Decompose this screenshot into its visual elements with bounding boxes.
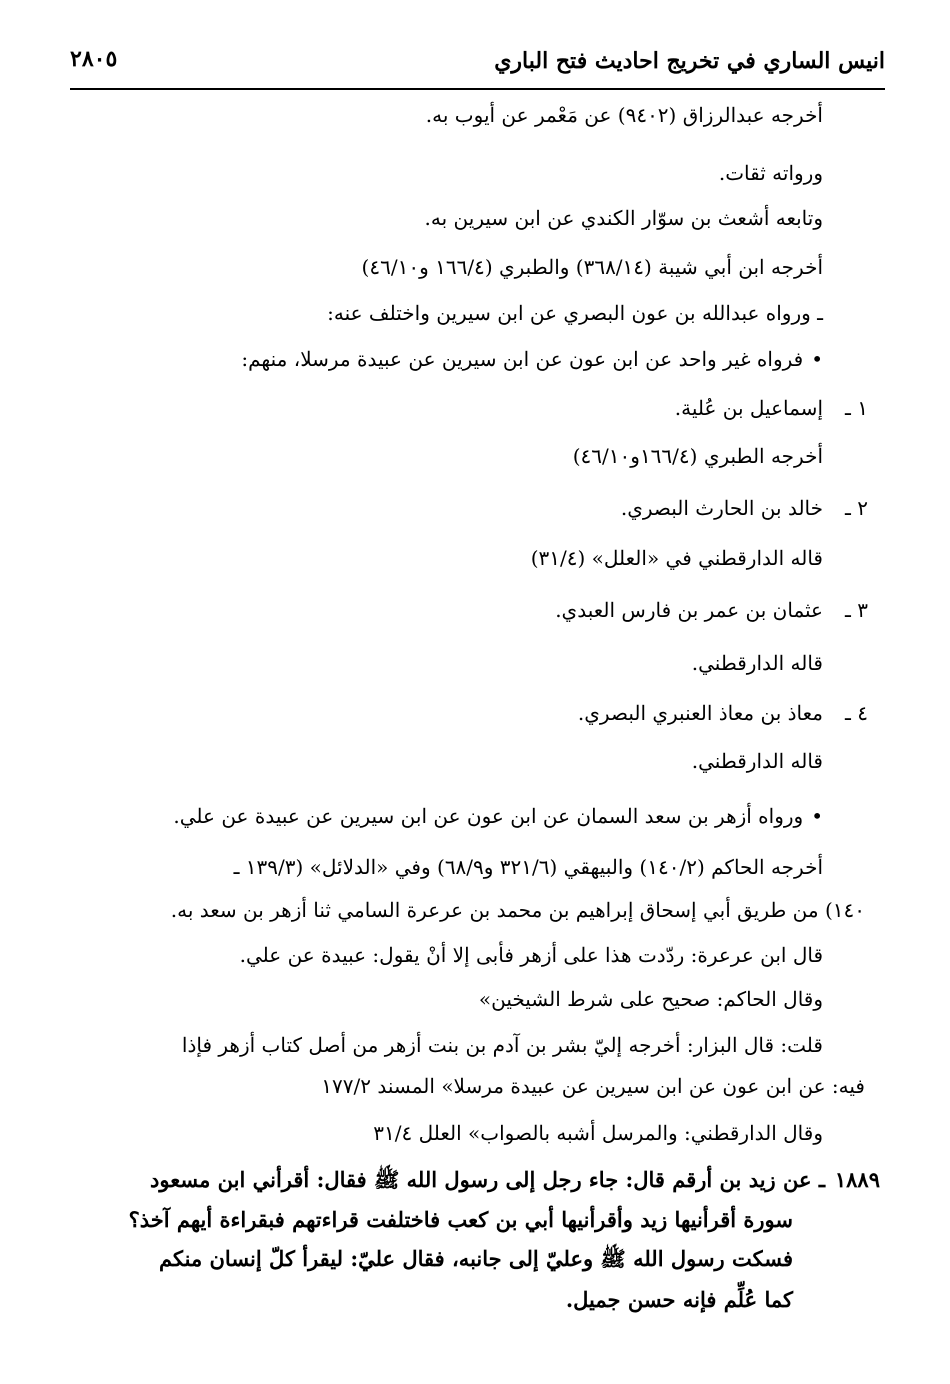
list-item: معاذ بن معاذ العنبري البصري.: [577, 701, 823, 725]
hadith-number: ١٨٨٩: [834, 1167, 880, 1192]
list-number: ٤ ـ: [845, 701, 868, 725]
bullet-text: ورواه أزهر بن سعد السمان عن ابن عون عن ابن سيرين عن عبيدة عن علي.: [173, 804, 804, 828]
bullet-icon: •: [811, 347, 823, 371]
text-line: ١٤٠) من طريق أبي إسحاق إبراهيم بن محمد بن عرعرة السامي ثنا أزهر بن سعد به.: [170, 898, 865, 922]
header-divider: [70, 88, 885, 90]
bullet-line: [241, 344, 823, 374]
hadith-line: سورة أقرأنيها زيد وأقرأنيها أبي بن كعب فاختلفت قراءتهم فبقراءة أيهم آخذ؟: [128, 1207, 793, 1232]
list-item: عثمان بن عمر بن فارس العبدي.: [555, 598, 823, 622]
list-number: ١ ـ: [845, 396, 868, 420]
bullet-line: [173, 801, 823, 831]
list-number: ٢ ـ: [845, 496, 868, 520]
list-item: خالد بن الحارث البصري.: [620, 496, 823, 520]
text-line: أخرجه ابن أبي شيبة (٣٦٨/١٤) والطبري (١٦٦/٤ و٤٦/١٠): [361, 255, 823, 279]
bullet-text: فرواه غير واحد عن ابن عون عن ابن سيرين عن عبيدة مرسلا، منهم:: [241, 347, 804, 371]
hadith-line: كما عُلِّم فإنه حسن جميل.: [565, 1287, 793, 1312]
hadith-line: فسكت رسول الله ﷺ وعليّ إلى جانبه، فقال عليّ: ليقرأ كلّ إنسان منكم: [159, 1246, 793, 1271]
text-line: وقال الحاكم: صحيح على شرط الشيخين»: [478, 987, 823, 1011]
list-source: قاله الدارقطني.: [691, 651, 823, 675]
text-line: أخرجه الحاكم (١٤٠/٢) والبيهقي (٣٢١/٦ و٦٨/٩) وفي «الدلائل» (١٣٩/٣ ـ: [233, 855, 823, 879]
hadith-line: ـ عن زيد بن أرقم قال: جاء رجل إلى رسول الله ﷺ فقال: أقرأني ابن مسعود: [150, 1167, 825, 1192]
list-number: ٣ ـ: [845, 598, 868, 622]
list-source: قاله الدارقطني في «العلل» (٣١/٤): [530, 546, 823, 570]
text-line: أخرجه عبدالرزاق (٩٤٠٢) عن مَعْمر عن أيوب به.: [425, 103, 823, 127]
page-number: ٢٨٠٥: [70, 46, 118, 72]
text-line: ورواته ثقات.: [718, 161, 823, 185]
text-line: ـ ورواه عبدالله بن عون البصري عن ابن سيرين واختلف عنه:: [327, 301, 823, 325]
running-header-title: انيس الساري في تخريج احاديث فتح الباري: [494, 48, 885, 74]
list-source: أخرجه الطبري (١٦٦/٤و٤٦/١٠): [572, 444, 823, 468]
text-line: وقال الدارقطني: والمرسل أشبه بالصواب» العلل ٣١/٤: [373, 1121, 823, 1145]
list-source: قاله الدارقطني.: [691, 749, 823, 773]
text-line: وتابعه أشعث بن سوّار الكندي عن ابن سيرين به.: [424, 206, 823, 230]
text-line: قلت: قال البزار: أخرجه إليّ بشر بن آدم بن بنت أزهر من أصل كتاب أزهر فإذا: [181, 1033, 823, 1057]
text-line: فيه: عن ابن عون عن ابن سيرين عن عبيدة مرسلا» المسند ١٧٧/٢: [321, 1074, 865, 1098]
text-line: قال ابن عرعرة: ردّدت هذا على أزهر فأبى إلا أنْ يقول: عبيدة عن علي.: [239, 943, 823, 967]
list-item: إسماعيل بن عُلية.: [674, 396, 823, 420]
bullet-icon: •: [811, 804, 823, 828]
